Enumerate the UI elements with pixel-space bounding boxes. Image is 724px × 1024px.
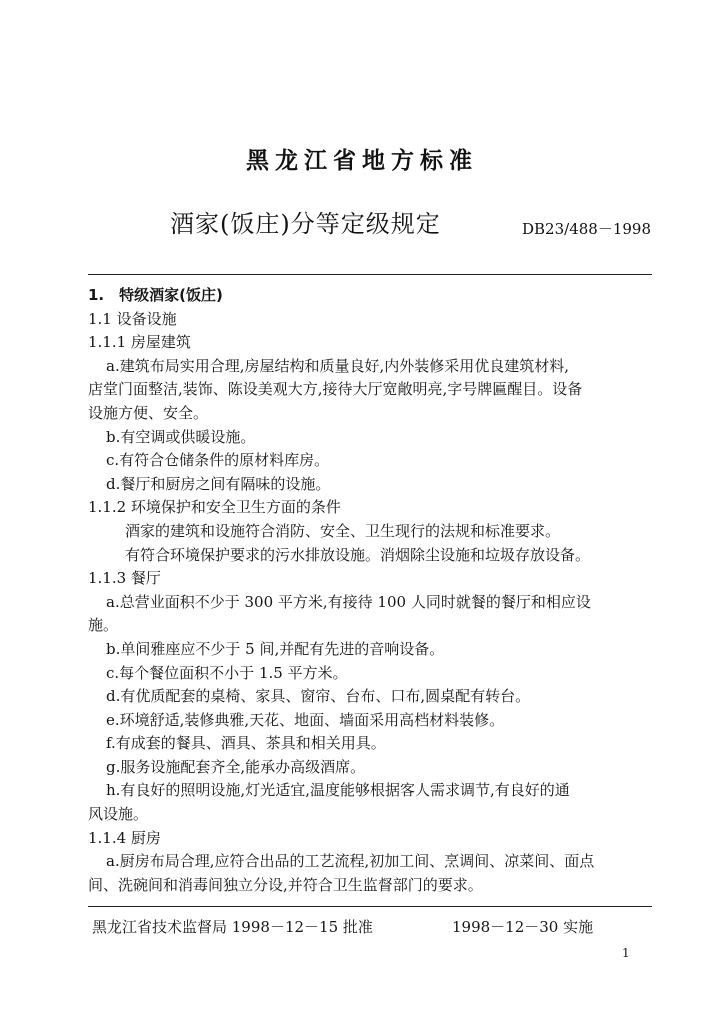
section-heading: 1. 特级酒家(饭庄) bbox=[88, 286, 223, 304]
paragraph-line: c.有符合仓储条件的原材料库房。 bbox=[106, 451, 330, 470]
paragraph-line: b.单间雅座应不少于 5 间,并配有先进的音响设备。 bbox=[106, 639, 445, 658]
paragraph-line: 风设施。 bbox=[88, 805, 149, 824]
clause-heading: 1.1.4 厨房 bbox=[88, 828, 161, 847]
footer-divider bbox=[88, 906, 652, 907]
paragraph-line: a.厨房布局合理,应符合出品的工艺流程,初加工间、烹调间、凉菜间、面点 bbox=[106, 852, 595, 871]
paragraph-line: b.有空调或供暖设施。 bbox=[106, 427, 256, 446]
paragraph-line: 设施方便、安全。 bbox=[88, 403, 209, 422]
paragraph-line: a.总营业面积不少于 300 平方米,有接待 100 人同时就餐的餐厅和相应设 bbox=[106, 592, 591, 611]
paragraph-line: 有符合环境保护要求的污水排放设施。消烟除尘设施和垃圾存放设备。 bbox=[125, 545, 591, 564]
paragraph-line: f.有成套的餐具、酒具、茶具和相关用具。 bbox=[106, 734, 386, 753]
implementation-date: 1998－12－30 实施 bbox=[452, 918, 594, 936]
paragraph-line: e.环境舒适,装修典雅,天花、地面、墙面采用高档材料装修。 bbox=[106, 710, 505, 729]
paragraph-line: 店堂门面整洁,装饰、陈设美观大方,接待大厅宽敞明亮,字号牌匾醒目。设备 bbox=[88, 380, 583, 399]
page-number: 1 bbox=[622, 946, 630, 960]
header-divider bbox=[88, 274, 652, 275]
paragraph-line: 酒家的建筑和设施符合消防、安全、卫生现行的法规和标准要求。 bbox=[125, 521, 561, 540]
paragraph-line: d.餐厅和厨房之间有隔味的设施。 bbox=[106, 474, 331, 493]
subsection-heading: 1.1 设备设施 bbox=[88, 309, 177, 328]
paragraph-line: a.建筑布局实用合理,房屋结构和质量良好,内外装修采用优良建筑材料, bbox=[106, 356, 570, 375]
paragraph-line: g.服务设施配套齐全,能承办高级酒席。 bbox=[106, 757, 366, 776]
paragraph-line: 间、洗碗间和消毒间独立分设,并符合卫生监督部门的要求。 bbox=[88, 875, 483, 894]
clause-heading: 1.1.2 环境保护和安全卫生方面的条件 bbox=[88, 498, 341, 517]
standard-number: DB23/488－1998 bbox=[522, 220, 651, 238]
clause-heading: 1.1.1 房屋建筑 bbox=[88, 333, 191, 352]
paragraph-line: d.有优质配套的桌椅、家具、窗帘、台布、口布,圆桌配有转台。 bbox=[106, 687, 531, 706]
paragraph-line: c.每个餐位面积不小于 1.5 平方米。 bbox=[106, 663, 348, 682]
paragraph-line: h.有良好的照明设施,灯光适宜,温度能够根据客人需求调节,有良好的通 bbox=[106, 781, 570, 800]
approval-note: 黑龙江省技术监督局 1998－12－15 批准 bbox=[92, 918, 373, 936]
document-title: 酒家(饭庄)分等定级规定 bbox=[170, 210, 441, 238]
standard-title: 黑龙江省地方标准 bbox=[246, 148, 478, 174]
clause-heading: 1.1.3 餐厅 bbox=[88, 569, 161, 588]
paragraph-line: 施。 bbox=[88, 616, 119, 635]
document-body bbox=[88, 284, 652, 897]
